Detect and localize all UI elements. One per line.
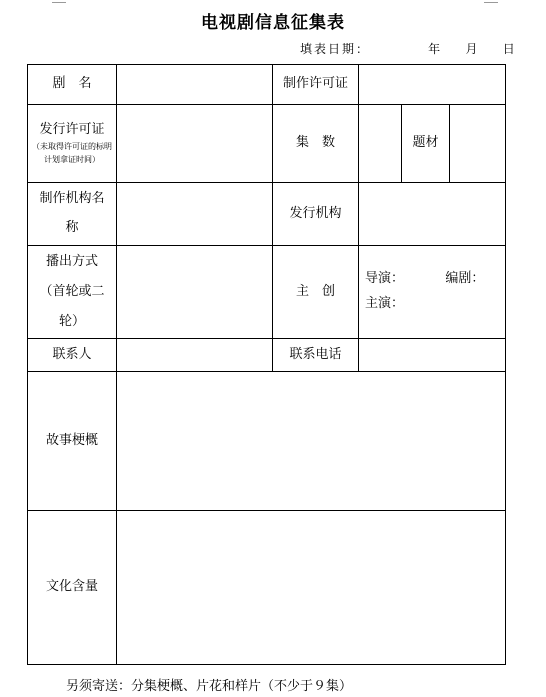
broadcast-method-label-3: 轮） <box>58 313 85 329</box>
drama-name-field[interactable] <box>117 65 273 105</box>
episodes-field[interactable] <box>359 105 402 183</box>
row-distribution-license <box>28 105 506 183</box>
row-synopsis <box>28 372 506 511</box>
footer-note: 另须寄送：分集梗概、片花和样片（不少于９集） <box>66 679 353 694</box>
cultural-content-label: 文化含量 <box>28 511 117 665</box>
corner-mark-right <box>484 0 498 3</box>
row-production-company <box>28 183 506 246</box>
row-broadcast-method <box>28 246 506 339</box>
distributor-field[interactable] <box>359 183 506 246</box>
distribution-license-label: 发行许可证 <box>39 122 105 138</box>
contact-person-label: 联系人 <box>28 339 117 372</box>
production-company-label-2: 称 <box>65 220 79 235</box>
fill-date-label: 填表日期： <box>300 42 371 56</box>
broadcast-method-field[interactable] <box>117 246 273 339</box>
row-cultural-content <box>28 511 506 665</box>
genre-label: 题材 <box>402 105 450 183</box>
fill-date-line <box>300 40 517 57</box>
distribution-license-note-2: 计划拿证时间） <box>44 154 100 164</box>
contact-person-field[interactable] <box>117 339 273 372</box>
contact-phone-field[interactable] <box>359 339 506 372</box>
lead-actor-line <box>365 292 505 317</box>
episodes-label: 集 数 <box>273 105 359 183</box>
distribution-license-note-1: （未取得许可证的标明 <box>32 142 112 152</box>
distribution-license-cell <box>28 105 117 183</box>
director-writer-line <box>365 267 505 292</box>
production-company-cell <box>28 183 117 246</box>
distribution-license-field[interactable] <box>117 105 273 183</box>
production-license-field[interactable] <box>359 65 506 105</box>
creative-team-label: 主 创 <box>273 246 359 339</box>
lead-actor-label: 主演： <box>365 296 405 311</box>
fill-date-month: 月 <box>465 42 480 56</box>
broadcast-method-label-2: （首轮或二 <box>39 284 105 300</box>
row-contact <box>28 339 506 372</box>
genre-field[interactable] <box>450 105 506 183</box>
fill-date-year: 年 <box>428 42 443 56</box>
broadcast-method-cell <box>28 246 117 339</box>
production-license-label: 制作许可证 <box>273 65 359 105</box>
form-title: 电视剧信息征集表 <box>201 13 345 33</box>
contact-phone-label: 联系电话 <box>273 339 359 372</box>
creative-team-field[interactable] <box>359 246 506 339</box>
director-label: 导演： <box>365 271 405 287</box>
synopsis-field[interactable] <box>117 372 506 511</box>
cultural-content-field[interactable] <box>117 511 506 665</box>
production-company-field[interactable] <box>117 183 273 246</box>
writer-label: 编剧： <box>445 271 485 287</box>
fill-date-day: 日 <box>502 42 517 56</box>
production-company-label-1: 制作机构名 <box>39 191 105 207</box>
synopsis-label: 故事梗概 <box>28 372 117 511</box>
broadcast-method-label-1: 播出方式 <box>45 254 98 270</box>
row-drama-name <box>28 65 506 105</box>
info-form-table <box>27 64 506 665</box>
drama-name-label: 剧 名 <box>28 65 117 105</box>
distributor-label: 发行机构 <box>273 183 359 246</box>
corner-mark-left <box>52 0 66 3</box>
